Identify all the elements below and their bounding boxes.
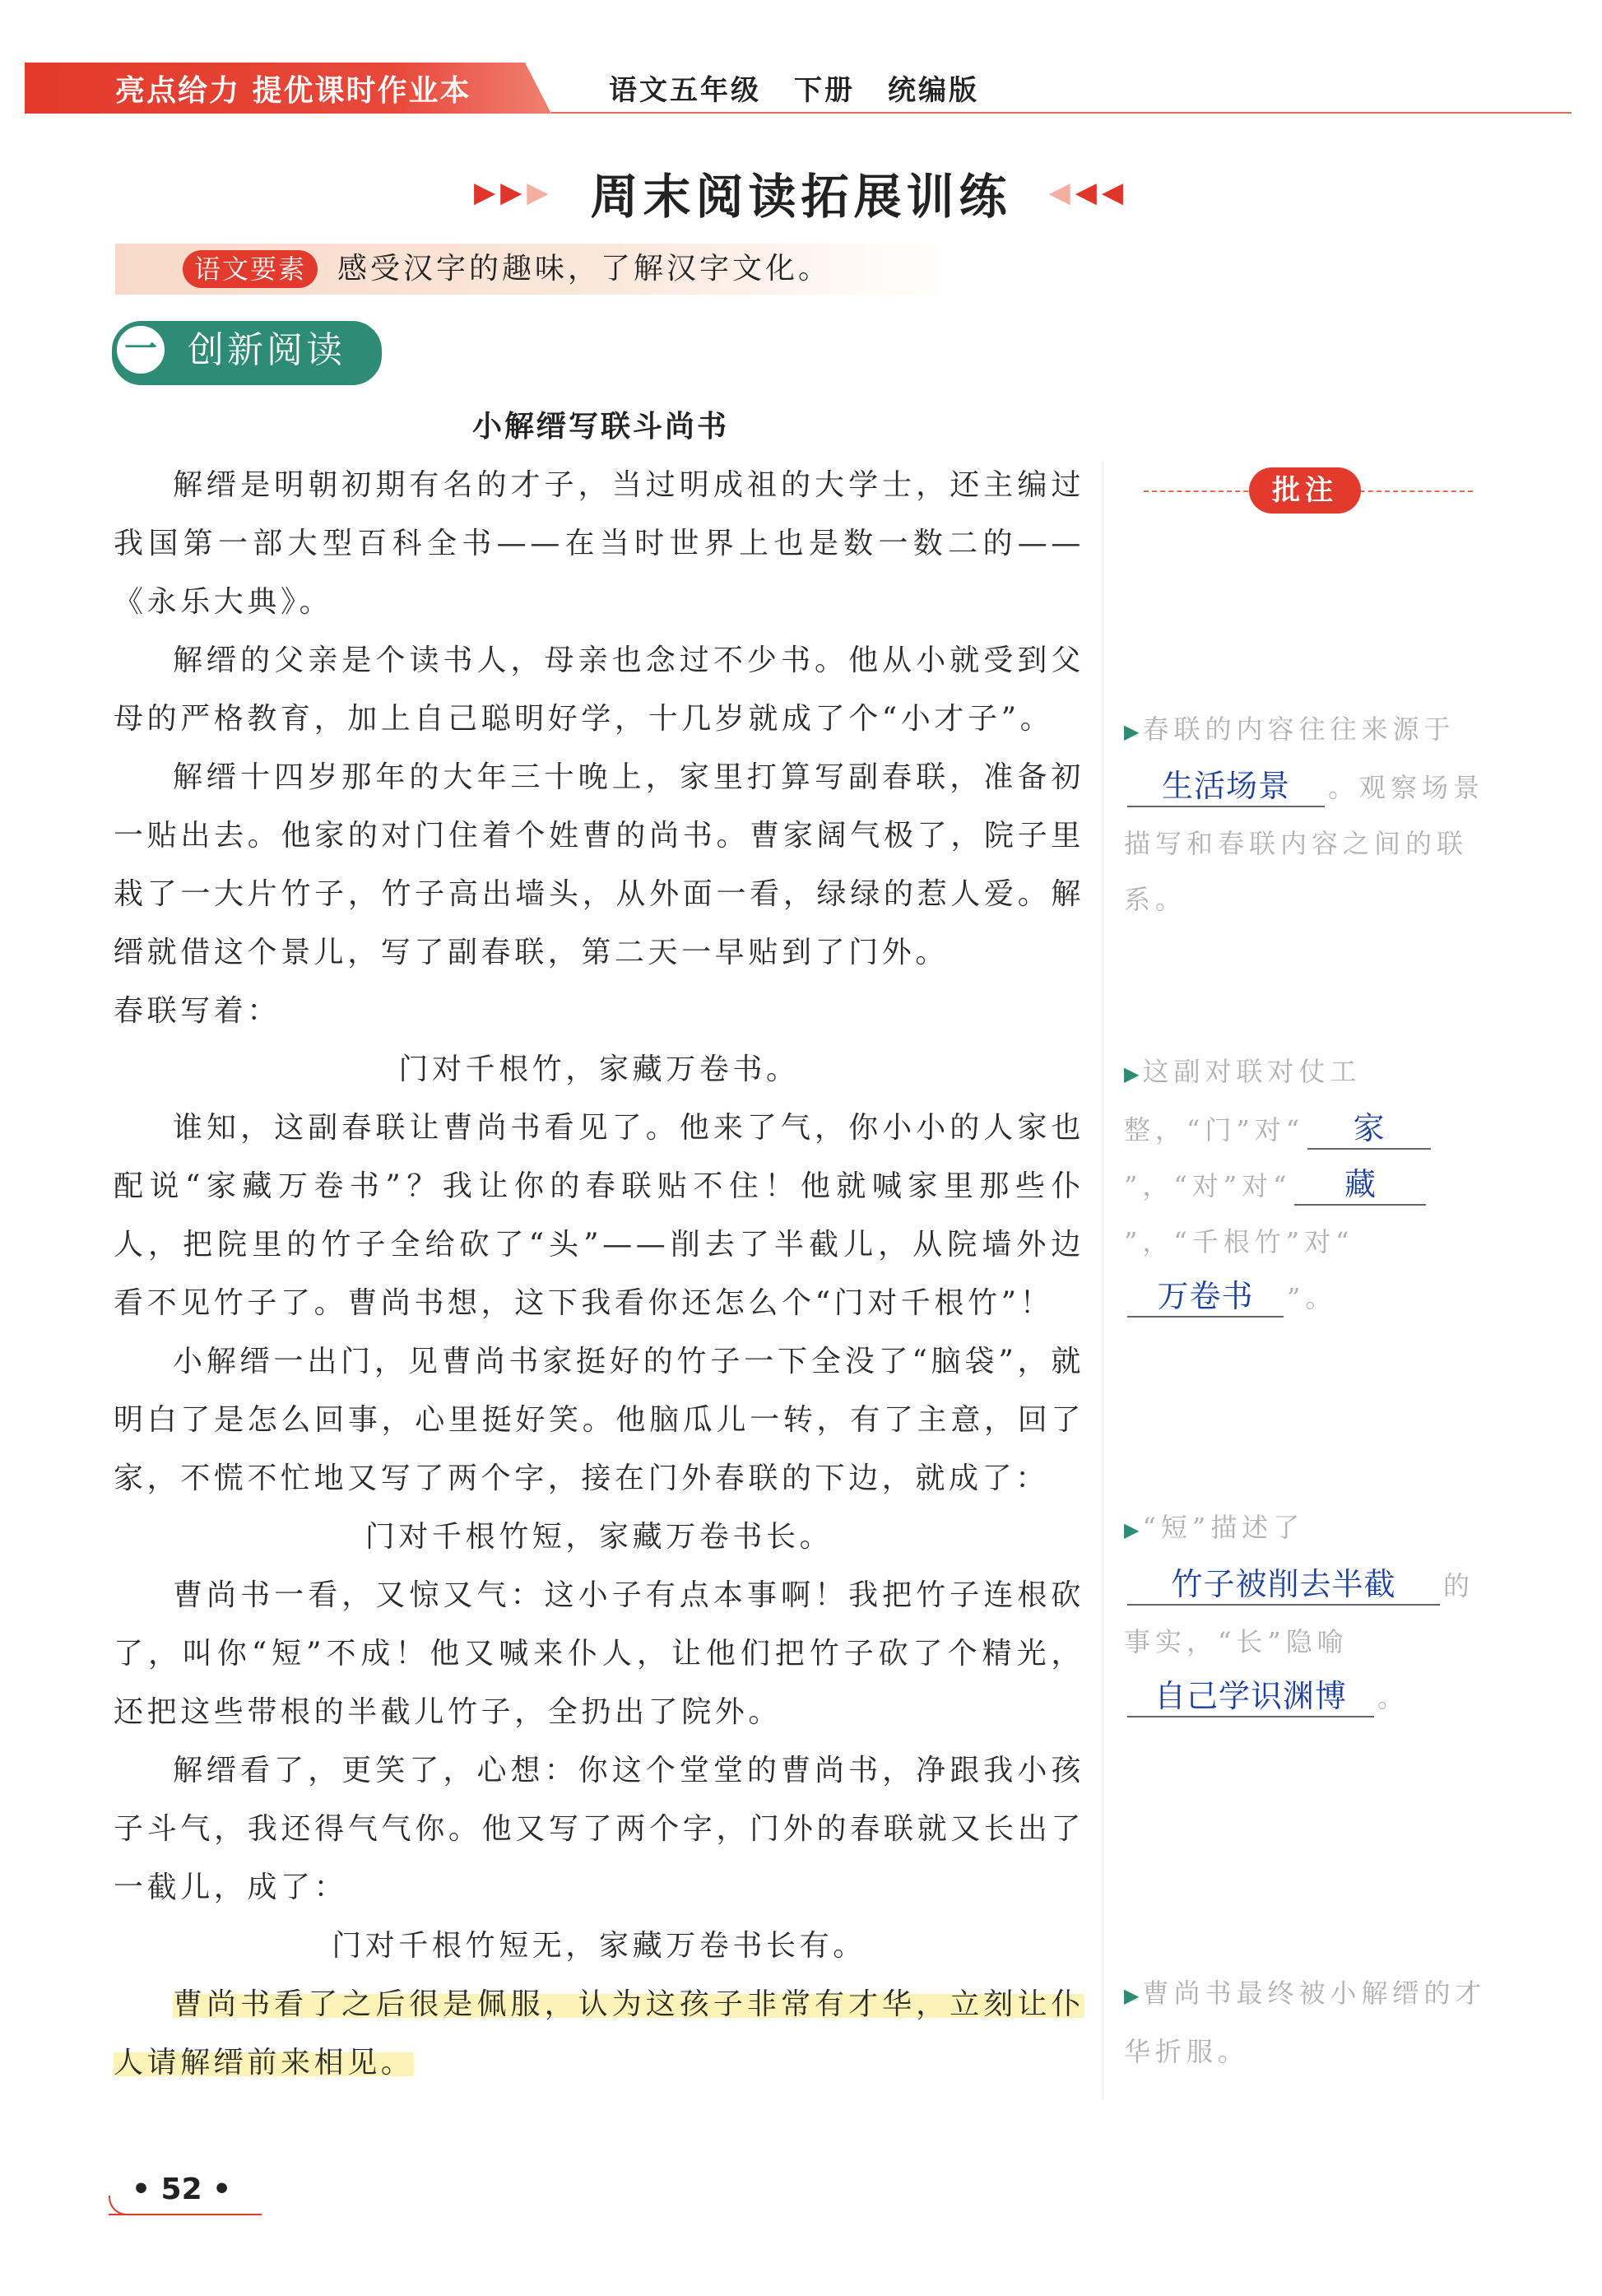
header-edition: 统编版 — [888, 74, 979, 107]
article-paragraph: 曹尚书一看，又惊又气：这小子有点本事啊！我把竹子连根砍了，叫你“短”不成！他又喊来仆人，让他们把竹子砍了个精光，还把这些带根的半截儿竹子，全扔出了院外。 — [114, 1578, 1084, 1729]
article-body — [114, 456, 1084, 2092]
triangle-bullet-icon: ▶ — [1124, 1518, 1140, 1541]
article-title: 小解缙写联斗尚书 — [471, 410, 729, 444]
section-label: 创新阅读 — [188, 329, 346, 371]
article-paragraph: 春联写着： — [114, 994, 281, 1028]
header-subject-info — [609, 67, 1012, 108]
element-text: 感受汉字的趣味，了解汉字文化。 — [337, 252, 832, 286]
couplet-verse: 门对千根竹短无，家藏万卷书长有。 — [332, 1929, 866, 1963]
answer-blank[interactable]: 自己学识渊博 — [1127, 1676, 1374, 1717]
page-number: • 52 • — [132, 2173, 232, 2206]
page-number-underline — [109, 2214, 262, 2215]
annotation-note-2: ▶ 这副对联对仗工整，“门”对“ 家”，“对”对“ 藏”，“千根竹”对“万卷书 ”。 — [1124, 1043, 1494, 1326]
article-paragraph — [114, 1975, 1084, 2092]
article-paragraph: 解缙看了，更笑了，心想：你这个堂堂的曹尚书，净跟我小孩子斗气，我还得气气你。他又写了两个字，门外的春联就又长出了一截儿，成了： — [114, 1754, 1084, 1904]
answer-blank[interactable]: 生活场景 — [1127, 766, 1325, 807]
triangle-bullet-icon: ▶ — [1124, 1984, 1140, 2007]
article-paragraph: 解缙十四岁那年的大年三十晚上，家里打算写副春联，准备初一贴出去。他家的对门住着个姓曹的尚书。曹家阔气极了，院子里栽了一大片竹子，竹子高出墙头，从外面一看，绿绿的惹人爱。解缙就借这个景儿，写了副春联，第二天一早贴到了门外。 — [114, 760, 1084, 969]
right-arrows-icon: ▶▶▶ — [473, 176, 554, 209]
couplet-verse: 门对千根竹短，家藏万卷书长。 — [365, 1520, 834, 1554]
page-title-row — [0, 158, 1602, 227]
page-title: 周末阅读拓展训练 — [590, 169, 1012, 225]
header-divider — [551, 112, 1572, 114]
article-paragraph: 小解缙一出门，见曹尚书家挺好的竹子一下全没了“脑袋”，就明白了是怎么回事，心里挺好笑。他脑瓜儿一转，有了主意，回了家，不慌不忙地又写了两个字，接在门外春联的下边，就成了： — [114, 1345, 1084, 1495]
header-volume: 下册 — [794, 74, 855, 107]
left-arrows-icon: ◀◀◀ — [1048, 176, 1129, 209]
answer-blank[interactable]: 万卷书 — [1127, 1276, 1284, 1318]
answer-blank[interactable]: 藏 — [1294, 1164, 1426, 1206]
article-paragraph: 谁知，这副春联让曹尚书看见了。他来了气，你小小的人家也配说“家藏万卷书”？我让你的春联贴不住！他就喊家里那些仆人，把院里的竹子全给砍了“头”——削去了半截儿，从院墙外边看不见竹子了。曹尚书想，这下我看你还怎么个“门对千根竹”！ — [114, 1111, 1084, 1320]
header-brand: 亮点给力 提优课时作业本 — [115, 74, 471, 108]
section-number: 一 — [114, 323, 168, 377]
article-paragraph: 解缙的父亲是个读书人，母亲也念过不少书。他从小就受到父母的严格教育，加上自己聪明好学，十几岁就成了个“小才子”。 — [114, 644, 1084, 736]
element-badge: 语文要素 — [183, 250, 318, 288]
answer-blank[interactable]: 竹子被削去半截 — [1127, 1564, 1440, 1606]
annotation-note-4: ▶ 曹尚书最终被小解缙的才华折服。 — [1124, 1978, 1487, 2067]
annotation-badge: 批注 — [1249, 467, 1361, 514]
annotation-note-1: ▶ 春联的内容往往来源于生活场景 。观察场景描写和春联内容之间的联系。 — [1124, 713, 1485, 915]
answer-blank[interactable]: 家 — [1307, 1108, 1431, 1150]
couplet-verse: 门对千根竹，家藏万卷书。 — [398, 1053, 800, 1086]
article-paragraph: 解缙是明朝初期有名的才子，当过明成祖的大学士，还主编过我国第一部大型百科全书——在当时世界上也是数一数二的——《永乐大典》。 — [114, 468, 1084, 619]
annotation-note-3: ▶ “短”描述了竹子被削去半截 的事实，“长”隐喻自己学识渊博 。 — [1124, 1499, 1494, 1726]
highlighted-sentence: 曹尚书看了之后很是佩服，认为这孩子非常有才华，立刻让仆人请解缙前来相见。 — [114, 1987, 1084, 2080]
header-subject: 语文五年级 — [609, 74, 761, 107]
page-number-decoration — [109, 2196, 132, 2215]
triangle-bullet-icon: ▶ — [1124, 720, 1140, 743]
triangle-bullet-icon: ▶ — [1124, 1062, 1140, 1085]
